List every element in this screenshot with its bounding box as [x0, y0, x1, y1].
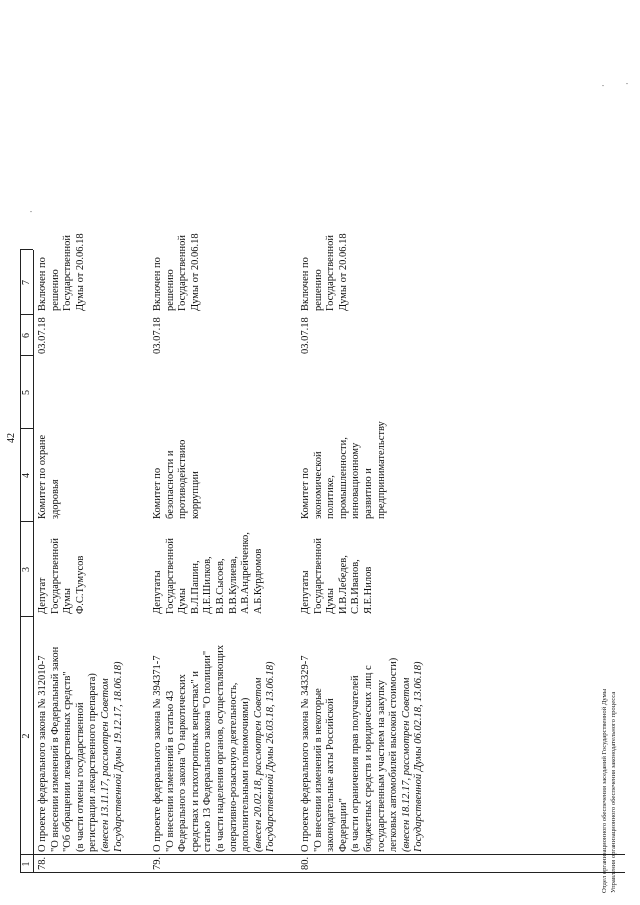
- text-line: Думы: [62, 588, 74, 614]
- table-top-border: [20, 250, 21, 873]
- text-line: Включен по: [300, 257, 311, 311]
- column-number: 7: [21, 280, 32, 285]
- text-line: "Об обращении лекарственных средств": [62, 671, 74, 852]
- text-line: "О внесении изменений в Федеральный закон: [49, 646, 61, 852]
- text-line: (в части отмены государственной: [74, 702, 86, 852]
- column-number: 3: [21, 567, 32, 572]
- bill-authors: [37, 538, 87, 614]
- text-line: Депутаты: [300, 570, 311, 614]
- column-number: 1: [21, 861, 32, 867]
- text-line: Государственной: [49, 538, 61, 614]
- text-line: развитию и: [362, 468, 374, 519]
- text-line: (внесен 20.02.18, рассмотрен Советом: [252, 677, 264, 852]
- text-line: Федерации": [337, 798, 349, 852]
- text-line: В.Л.Пашин,: [189, 560, 201, 614]
- text-line: Ф.С.Тумусов: [74, 555, 86, 614]
- date: 03.07.18: [152, 317, 163, 354]
- text-line: Депутаты: [152, 570, 163, 614]
- text-line: А.Б.Курдюмов: [252, 548, 264, 614]
- text-line: политике,: [325, 475, 337, 519]
- text-line: Отдел организационного обеспечения заседаний Государственной Думы: [601, 688, 608, 893]
- text-line: О проекте федерального закона № 343329-7: [300, 655, 311, 852]
- text-line: (внесен 18.12.17, рассмотрен Советом: [400, 677, 412, 852]
- bill-description: [300, 655, 426, 852]
- date: 03.07.18: [300, 317, 311, 354]
- text-line: бюджетных средств и юридических лиц с: [362, 665, 374, 852]
- text-line: "О внесении изменений в некоторые: [312, 688, 324, 852]
- row-number: 78.: [37, 856, 48, 870]
- text-line: Управления организационного обеспечения законодательного процесса: [610, 691, 617, 893]
- text-line: Думы от 20.06.18: [74, 233, 86, 311]
- bill-description: [152, 645, 278, 852]
- text-line: коррупции: [189, 471, 201, 519]
- text-line: Включен по: [37, 257, 48, 311]
- text-line: (внесен 13.11.17, рассмотрен Советом: [99, 678, 111, 852]
- page-number: 42: [6, 433, 17, 443]
- text-line: "О внесении изменений в статью 43: [164, 690, 176, 852]
- header-bottom-border: [33, 250, 34, 873]
- column-number: 5: [21, 390, 32, 395]
- responsible-committee: [300, 421, 388, 519]
- text-line: Думы: [325, 588, 337, 614]
- text-line: А.В.Андрейченко,: [240, 532, 252, 614]
- decision: [152, 233, 202, 311]
- text-line: решению: [164, 269, 176, 311]
- text-line: противодействию: [177, 439, 189, 519]
- text-line: здоровья: [49, 479, 61, 519]
- text-line: О проекте федерального закона № 394371-7: [152, 655, 163, 852]
- text-line: решению: [49, 269, 61, 311]
- text-line: решению: [312, 269, 324, 311]
- text-line: Государственной: [312, 538, 324, 614]
- text-line: легковых автомобилей высокой стоимости): [388, 657, 400, 852]
- text-line: государственным участием на закупку: [375, 679, 387, 852]
- text-line: В.В.Кулиева,: [227, 556, 239, 614]
- responsible-committee: [37, 435, 62, 519]
- column-number: 6: [21, 333, 32, 338]
- text-line: В.В.Сысоев,: [214, 558, 226, 614]
- text-line: регистрации лекарственного препарата): [87, 673, 99, 852]
- column-rule: [20, 854, 625, 855]
- responsible-committee: [152, 440, 202, 519]
- text-line: законодательные акты Российской: [325, 698, 337, 852]
- text-line: Государственной Думы 26.03.18, 13.06.18): [265, 661, 277, 852]
- text-line: оперативно-розыскную деятельность,: [227, 682, 239, 852]
- text-line: Государственной Думы 19.12.17, 18.06.18): [112, 661, 124, 852]
- text-line: С.В.Иванов,: [350, 559, 362, 614]
- text-line: предпринимательству: [375, 421, 387, 519]
- text-line: Депутат: [37, 577, 48, 614]
- column-number: 4: [21, 473, 32, 478]
- scan-speck: ·: [623, 82, 632, 85]
- column-rule: [20, 872, 625, 873]
- text-line: Я.Е.Нилов: [362, 566, 374, 614]
- text-line: Думы от 20.06.18: [337, 233, 349, 311]
- text-line: безопасности и: [164, 450, 176, 519]
- text-line: Федерального закона "О наркотических: [177, 674, 189, 852]
- decision: [300, 233, 350, 311]
- scan-speck: ·: [27, 210, 36, 213]
- text-line: промышленности,: [337, 437, 349, 519]
- text-line: инновационному: [350, 442, 362, 519]
- text-line: дополнительными полномочиями): [240, 697, 252, 852]
- text-line: Государственной: [325, 235, 337, 311]
- decision: [37, 233, 87, 311]
- text-line: Думы от 20.06.18: [189, 233, 201, 311]
- text-line: Комитет по охране: [37, 434, 48, 519]
- text-line: Государственной: [62, 235, 74, 311]
- text-line: Думы: [177, 588, 189, 614]
- text-line: О проекте федерального закона № 312010-7: [37, 655, 48, 852]
- text-line: статью 13 Федерального закона "О полиции": [202, 650, 214, 852]
- text-line: И.В.Лебедев,: [337, 555, 349, 614]
- text-line: (в части ограничения прав получателей: [350, 675, 362, 852]
- row-number: 80.: [300, 856, 311, 870]
- scan-speck: ·: [599, 84, 608, 87]
- row-number: 79.: [152, 856, 163, 870]
- text-line: Государственной Думы 06.02.18, 13.06.18): [413, 661, 425, 852]
- text-line: Комитет по: [300, 467, 311, 519]
- text-line: экономической: [312, 451, 324, 519]
- text-line: Включен по: [152, 257, 163, 311]
- text-line: Д.Е.Шилков,: [202, 556, 214, 614]
- column-number: 2: [21, 733, 32, 739]
- text-line: Государственной: [164, 538, 176, 614]
- text-line: Комитет по: [152, 467, 163, 519]
- text-line: средствах и психотропных веществах" и: [189, 671, 201, 852]
- bill-description: [37, 647, 125, 852]
- text-line: (в части наделения органов, осуществляющих: [214, 644, 226, 852]
- bill-authors: [300, 538, 376, 614]
- bill-authors: [152, 532, 265, 614]
- date: 03.07.18: [37, 317, 48, 354]
- text-line: Государственной: [177, 235, 189, 311]
- footer: [600, 689, 618, 893]
